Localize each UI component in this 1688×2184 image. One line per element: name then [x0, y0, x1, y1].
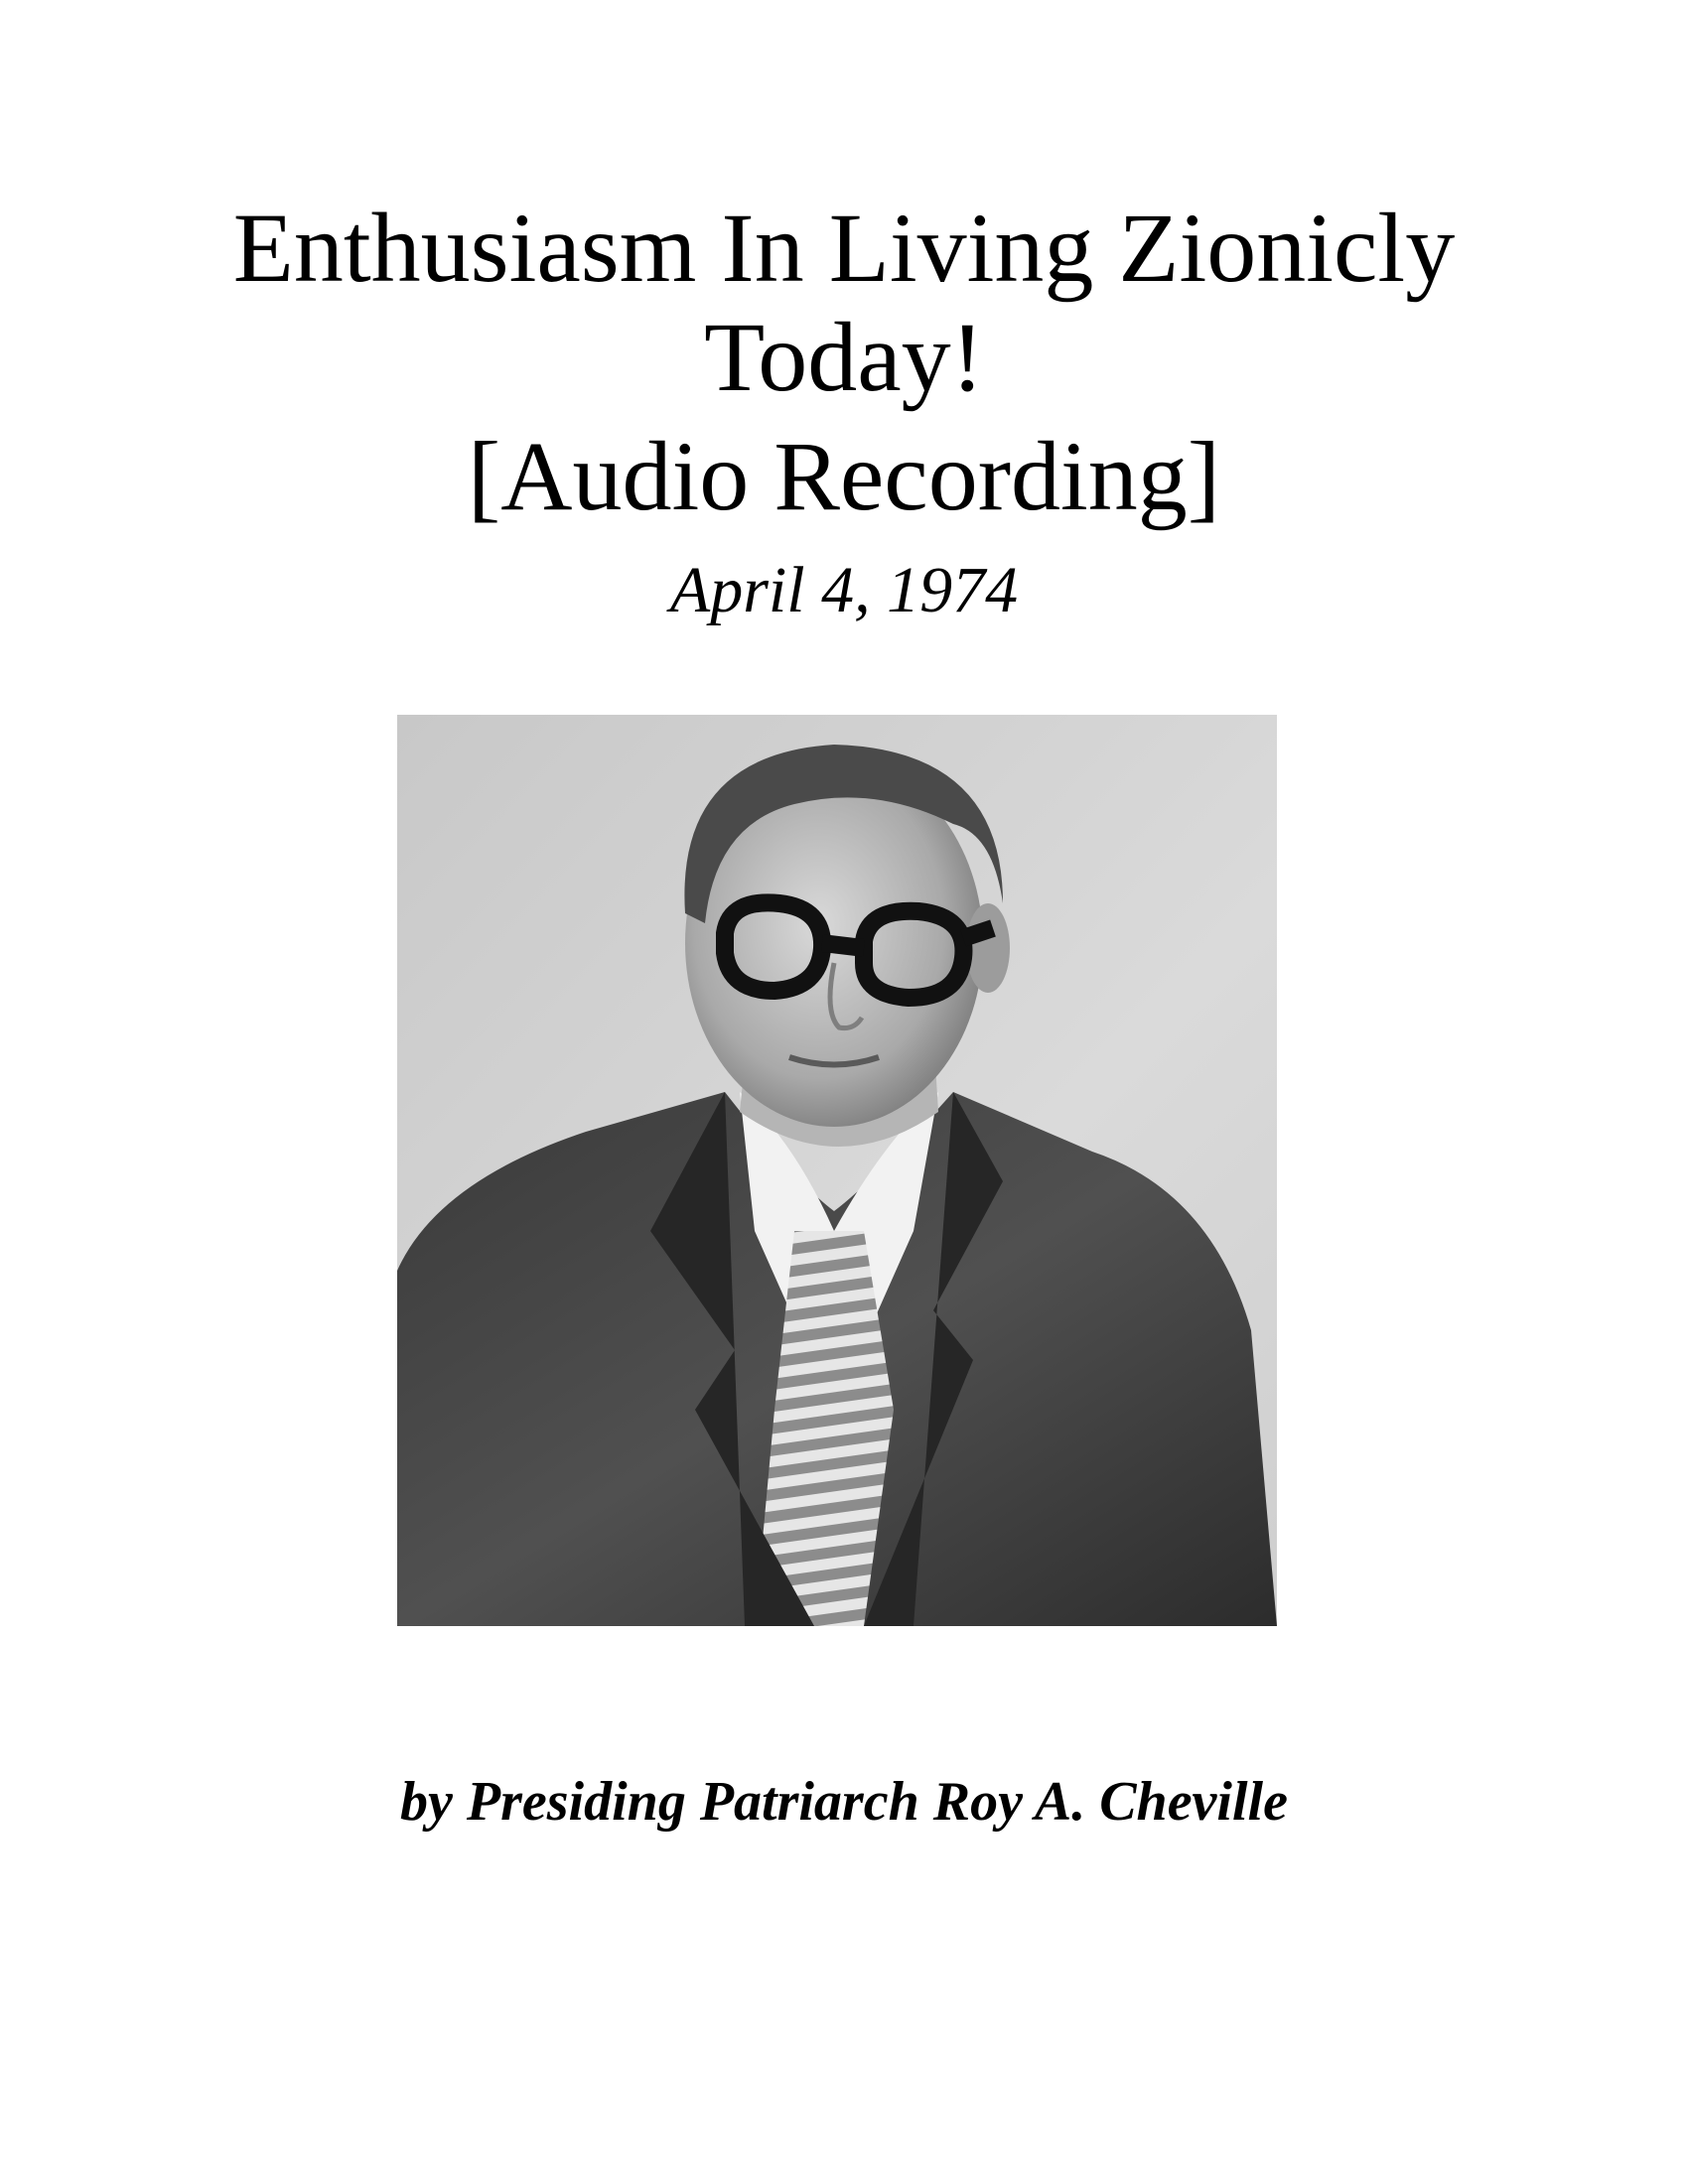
portrait-photo-icon [397, 715, 1277, 1626]
title-line-2: Today! [704, 302, 984, 412]
author-credit: by Presiding Patriarch Roy A. Cheville [400, 1771, 1288, 1833]
portrait-photo [397, 715, 1277, 1626]
title-line-1: Enthusiasm In Living Zionicly [232, 193, 1456, 303]
title-line-3: [Audio Recording] [467, 421, 1221, 531]
recording-date: April 4, 1974 [669, 554, 1019, 626]
